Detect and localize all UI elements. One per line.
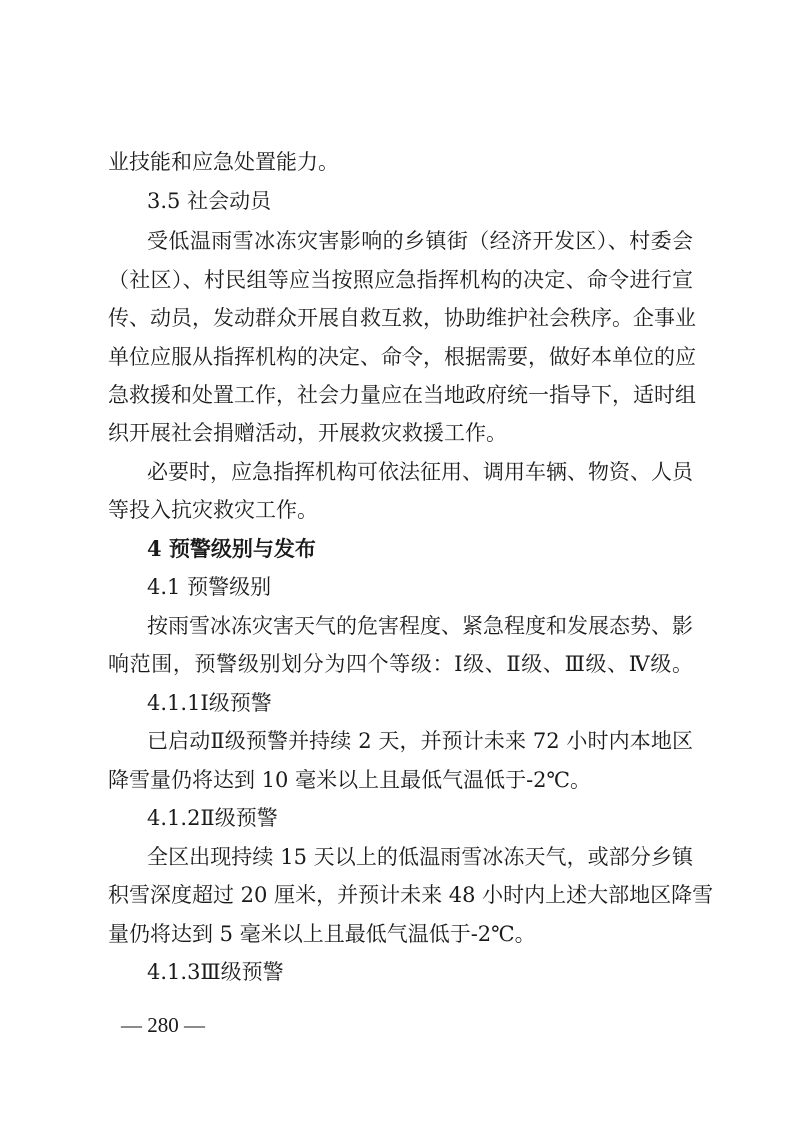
section-heading-4-1-1: 4.1.1Ⅰ级预警 bbox=[147, 691, 272, 715]
paragraph-line: 急救援和处置工作，社会力量应在当地政府统一指导下，适时组 bbox=[108, 383, 696, 407]
paragraph-line: （社区）、村民组等应当按照应急指挥机构的决定、命令进行宣 bbox=[108, 268, 693, 292]
paragraph-line: 积雪深度超过 20 厘米，并预计未来 48 小时内上述大部地区降雪 bbox=[108, 883, 714, 907]
section-heading-4-1-3: 4.1.3Ⅲ级预警 bbox=[147, 960, 284, 984]
section-heading-4-1-2: 4.1.2Ⅱ级预警 bbox=[147, 806, 278, 830]
paragraph-line: 降雪量仍将达到 10 毫米以上且最低气温低于-2℃。 bbox=[108, 768, 592, 792]
paragraph-line: 等投入抗灾救灾工作。 bbox=[108, 498, 318, 522]
section-heading-4: 4 预警级别与发布 bbox=[147, 536, 316, 561]
section-heading-4-1: 4.1 预警级别 bbox=[147, 575, 272, 599]
paragraph-line: 响范围，预警级别划分为四个等级：Ⅰ级、Ⅱ级、Ⅲ级、Ⅳ级。 bbox=[108, 652, 693, 676]
paragraph-line: 业技能和应急处置能力。 bbox=[108, 150, 339, 174]
paragraph-line: 已启动Ⅱ级预警并持续 2 天，并预计未来 72 小时内本地区 bbox=[147, 729, 693, 753]
paragraph-line: 按雨雪冰冻灾害天气的危害程度、紧急程度和发展态势、影 bbox=[147, 614, 693, 638]
section-heading-3-5: 3.5 社会动员 bbox=[147, 189, 272, 213]
paragraph-line: 受低温雨雪冰冻灾害影响的乡镇街（经济开发区）、村委会 bbox=[147, 229, 693, 253]
paragraph-line: 单位应服从指挥机构的决定、命令，根据需要，做好本单位的应 bbox=[108, 345, 696, 369]
page-number: — 280 — bbox=[121, 1013, 205, 1037]
paragraph-line: 量仍将达到 5 毫米以上且最低气温低于-2℃。 bbox=[108, 922, 536, 946]
paragraph-line: 传、动员，发动群众开展自救互救，协助维护社会秩序。企事业 bbox=[108, 306, 696, 330]
paragraph-line: 织开展社会捐赠活动，开展救灾救援工作。 bbox=[108, 421, 507, 445]
paragraph-line: 必要时，应急指挥机构可依法征用、调用车辆、物资、人员 bbox=[147, 460, 693, 484]
paragraph-line: 全区出现持续 15 天以上的低温雨雪冰冻天气，或部分乡镇 bbox=[147, 845, 693, 869]
